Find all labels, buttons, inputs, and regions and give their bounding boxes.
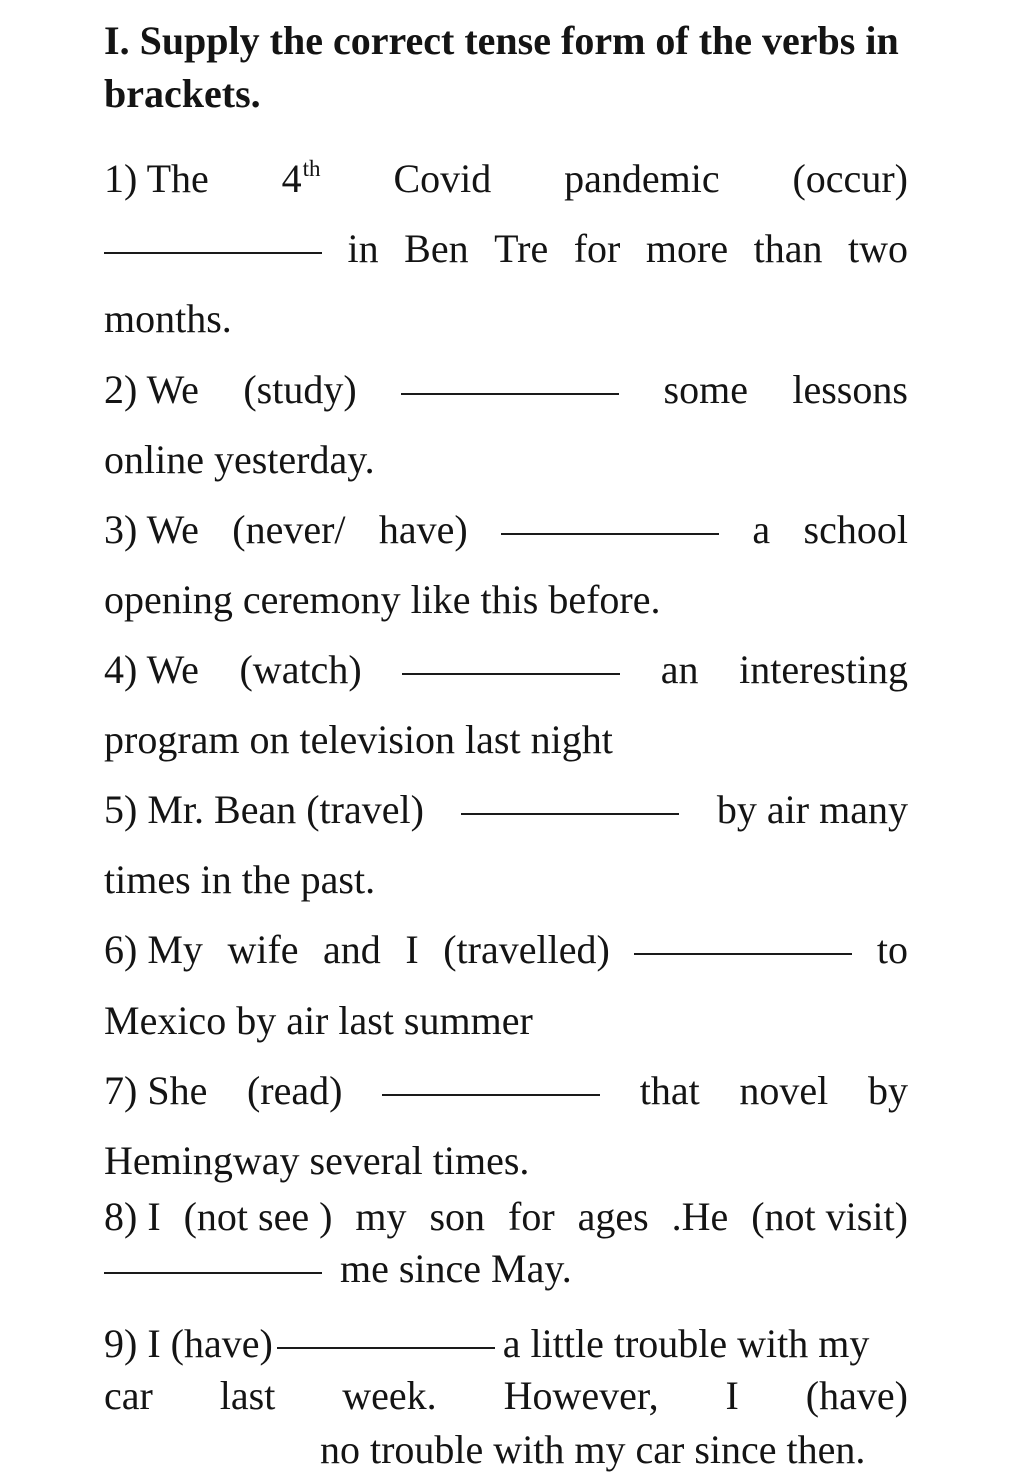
q3-word: We xyxy=(146,507,199,552)
question-9-line-3: no trouble with my car since then. xyxy=(320,1427,866,1472)
q1-answer-blank[interactable] xyxy=(104,251,322,254)
q6-text-part xyxy=(104,926,203,974)
q2-text-part xyxy=(104,366,199,414)
q6-verb-hint: (travelled) xyxy=(443,927,610,972)
question-8-line-2 xyxy=(104,1245,908,1293)
q9-word: week. xyxy=(342,1373,437,1418)
q1-verb-hint: (occur) xyxy=(792,156,908,201)
q6-word: and xyxy=(323,927,381,972)
q9-text-part xyxy=(104,1320,273,1368)
q1-ordinal xyxy=(282,155,321,203)
q9-verb-hint: (have) xyxy=(805,1373,908,1418)
q4-text-part xyxy=(104,646,199,694)
q2-word: lessons xyxy=(792,367,908,412)
q8-word: son xyxy=(429,1194,486,1239)
q2-word: We xyxy=(146,367,199,412)
q8-word: .He xyxy=(671,1194,729,1239)
q1-ordinal-suffix: th xyxy=(302,156,321,181)
q1-word: more xyxy=(645,226,729,271)
q7-word: by xyxy=(867,1068,908,1113)
q8-verb-hint: see xyxy=(258,1194,310,1239)
q8-word: my xyxy=(355,1194,407,1239)
q8-word: ages xyxy=(577,1194,649,1239)
q8-text-part xyxy=(104,1193,161,1241)
q6-number: 6) xyxy=(104,927,138,972)
q8-word: for xyxy=(508,1194,555,1239)
q1-word: pandemic xyxy=(564,156,720,201)
q9-answer-blank[interactable] xyxy=(277,1346,495,1349)
q7-word: novel xyxy=(739,1068,829,1113)
q8-number: 8) xyxy=(104,1194,138,1239)
q3-verb-hint: have) xyxy=(378,507,468,552)
q1-word: Tre xyxy=(494,226,549,271)
question-3-line-1 xyxy=(104,506,908,554)
q7-word: that xyxy=(639,1068,700,1113)
question-7-line-2: Hemingway several times. xyxy=(104,1138,530,1183)
q6-answer-blank[interactable] xyxy=(634,952,852,955)
question-7-line-1 xyxy=(104,1067,908,1115)
q4-word: We xyxy=(146,647,199,692)
q6-word: to xyxy=(876,927,908,972)
q9-text: I (have) xyxy=(147,1321,273,1366)
q4-word: interesting xyxy=(739,647,908,692)
q5-text-part xyxy=(104,786,424,834)
question-2-line-2: online yesterday. xyxy=(104,437,375,482)
q5-number: 5) xyxy=(104,787,138,832)
q1-word: Ben xyxy=(404,226,469,271)
q3-number: 3) xyxy=(104,507,138,552)
q8-answer-blank[interactable] xyxy=(104,1271,322,1274)
q8-text-part xyxy=(751,1193,908,1241)
question-1-line-3: months. xyxy=(104,296,232,341)
q9-word: last xyxy=(219,1373,276,1418)
q8-verb-hint: (not xyxy=(183,1194,249,1239)
q8-verb-hint: (not xyxy=(751,1194,816,1239)
question-5-line-1 xyxy=(104,786,908,834)
q4-verb-hint: (watch) xyxy=(239,647,362,692)
q6-word: wife xyxy=(227,927,299,972)
q1-number: 1) xyxy=(104,156,138,201)
q1-word: two xyxy=(847,226,908,271)
q5-text: Mr. Bean (travel) xyxy=(147,787,424,832)
q5-answer-blank[interactable] xyxy=(461,812,679,815)
question-5-line-2: times in the past. xyxy=(104,857,376,902)
q8-word: I xyxy=(147,1194,161,1239)
q9-text: a little trouble with my xyxy=(502,1321,870,1366)
q1-ordinal-number: 4 xyxy=(281,156,302,201)
question-8-line-1 xyxy=(104,1193,908,1241)
q6-word: My xyxy=(147,927,203,972)
question-9-line-2 xyxy=(104,1372,908,1420)
q8-verb-hint: ) xyxy=(319,1194,333,1239)
question-9-line-1 xyxy=(104,1320,908,1368)
question-4-line-1 xyxy=(104,646,908,694)
q7-answer-blank[interactable] xyxy=(382,1093,600,1096)
q4-answer-blank[interactable] xyxy=(402,672,620,675)
exercise-title: I. Supply the correct tense form of the verbs in brackets. xyxy=(104,18,899,116)
q4-number: 4) xyxy=(104,647,138,692)
question-6-line-1 xyxy=(104,926,908,974)
q7-number: 7) xyxy=(104,1068,138,1113)
q1-word: for xyxy=(573,226,621,271)
q1-word: than xyxy=(753,226,823,271)
q8-verb-hint: visit) xyxy=(825,1194,908,1239)
question-2-line-1 xyxy=(104,366,908,414)
q1-word: The xyxy=(146,156,209,201)
q1-text-part xyxy=(104,155,209,203)
q9-number: 9) xyxy=(104,1321,138,1366)
q2-word: some xyxy=(663,367,748,412)
q9-word: I xyxy=(725,1373,739,1418)
q2-number: 2) xyxy=(104,367,138,412)
question-6-line-2: Mexico by air last summer xyxy=(104,998,533,1043)
q3-text-part xyxy=(104,506,199,554)
q7-verb-hint: (read) xyxy=(246,1068,343,1113)
q3-answer-blank[interactable] xyxy=(501,532,719,535)
q5-text: by air many xyxy=(716,787,908,832)
q3-verb-hint: (never/ xyxy=(232,507,346,552)
q3-word: a xyxy=(752,507,771,552)
q8-text: me since May. xyxy=(340,1246,572,1291)
q7-text-part xyxy=(104,1067,207,1115)
question-1-line-2 xyxy=(104,225,908,273)
q4-word: an xyxy=(660,647,699,692)
q1-word: Covid xyxy=(393,156,492,201)
q7-word: She xyxy=(147,1068,208,1113)
q2-verb-hint: (study) xyxy=(243,367,357,412)
question-1-line-1 xyxy=(104,155,908,203)
q1-word: in xyxy=(347,226,379,271)
q6-word: I xyxy=(405,927,419,972)
q3-word: school xyxy=(803,507,908,552)
q9-word: car xyxy=(104,1373,153,1418)
question-3-line-2: opening ceremony like this before. xyxy=(104,577,661,622)
question-4-line-2: program on television last night xyxy=(104,717,613,762)
q2-answer-blank[interactable] xyxy=(401,392,619,395)
q9-word: However, xyxy=(503,1373,659,1418)
q8-text-part xyxy=(184,1193,333,1241)
